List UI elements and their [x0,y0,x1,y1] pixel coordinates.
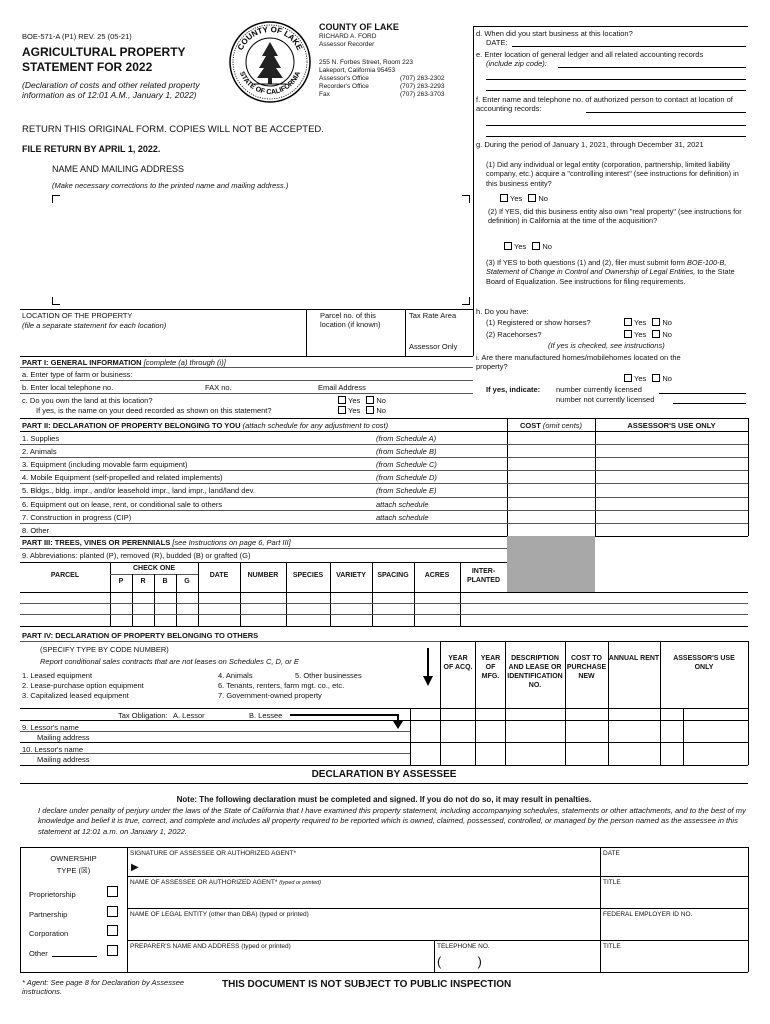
part2-row-source: attach schedule [376,512,429,522]
signature-field[interactable] [145,858,595,874]
declaration-heading: DECLARATION BY ASSESSEE [311,769,457,780]
h2-yes-checkbox[interactable] [624,330,632,338]
name-address-note: (Make necessary corrections to the printed name and mailing address.) [52,181,289,190]
g2-checkboxes: Yes No [500,242,552,251]
g1-checkboxes: Yes No [496,194,548,203]
r-col-header: R [140,578,146,585]
arrow-to-code-box [420,648,440,688]
not-licensed-count-field[interactable] [673,396,746,404]
code-3: 3. Capitalized leased equipment [22,691,129,700]
title-label: TITLE [603,879,621,886]
declaration-text: I declare under penalty of perjury under the laws of the State of California that I have examined this property statement, including accompanying schedules, statements or other attachments, and to the best of my knowledge and belief it is true, correct, and complete and includes all property required to be reported which is owned, claimed, possessed, controlled, or managed by the person named as the assessee in this statement at 12:01 a.m. on January 1, 2022. [38,806,746,836]
location-label: LOCATION OF THE PROPERTY [22,311,133,320]
g2-no-checkbox[interactable] [532,242,540,250]
fax-label: Fax [319,91,330,98]
fein-label: FEDERAL EMPLOYER ID NO. [603,911,693,918]
question-h2: (2) Racehorses? [486,330,542,339]
county-city: Lakeport, California 95453 [319,67,396,74]
p-col-header: P [118,578,124,585]
part1-a-label: a. Enter type of farm or business: [22,370,133,379]
telephone-field[interactable]: ( ) [437,954,482,969]
g2-yes-checkbox[interactable] [504,242,512,250]
c2-yes-checkbox[interactable] [338,406,346,414]
corporation-checkbox[interactable] [107,925,118,936]
annual-rent-header: ANNUAL RENT [608,655,660,662]
h1-checkboxes: Yes No [620,318,672,327]
legal-entity-label: NAME OF LEGAL ENTITY (other than DBA) (typed or printed) [130,911,309,918]
part2-row-source: attach schedule [376,499,429,509]
part1-c2-label: If yes, is the name on your deed recorded as shown on this statement? [36,406,272,415]
part2-cost-field[interactable] [508,458,594,469]
form-id: BOE-571-A (P1) REV. 25 (05-21) [22,32,132,41]
proprietorship-label: Proprietorship [29,890,76,899]
assessor-only-label: Assessor Only [409,342,458,351]
part2-cost-field[interactable] [508,484,594,495]
part1-b-label: b. Enter local telephone no. [22,383,114,392]
code-5: 5. Other businesses [295,671,362,680]
interplanted-col-header: INTER-PLANTED [466,568,501,585]
question-e: e. Enter location of general ledger and all related accounting records [476,50,704,59]
assessor-office-label: Assessor's Office [319,75,369,82]
code-2: 2. Lease-purchase option equipment [22,681,144,690]
cost-purchase-header: COST TO PURCHASE NEW [566,655,607,681]
preparer-label: PREPARER'S NAME AND ADDRESS (typed or printed) [130,943,291,950]
part2-row-source: (from Schedule D) [376,473,437,483]
part1-heading: PART I: GENERAL INFORMATION [complete (a) through (i)] [22,358,226,367]
c2-no-checkbox[interactable] [366,406,374,414]
c1-yes-checkbox[interactable] [338,396,346,404]
g-col-header: G [184,578,190,585]
cost-header: COST (omit cents) [519,421,583,430]
number-col-header: NUMBER [247,572,279,579]
code-7: 7. Government-owned property [218,691,322,700]
agent-footnote: * Agent: See page 8 for Declaration by Assessee instructions. [22,978,185,996]
part2-heading: PART II: DECLARATION OF PROPERTY BELONGING TO YOU (attach schedule for any adjustment to cost) [22,421,389,430]
question-g2: (2) If YES, did this business entity also own "real property" (see instructions for definition) in California at the time of the acquisition? [488,207,742,226]
part3-abbrev: 9. Abbreviations: planted (P), removed (R), budded (B) or grafted (G) [22,551,251,560]
assessor-use-header: ASSESSOR'S USE ONLY [627,421,716,430]
not-licensed-label: number not currently licensed [556,395,655,404]
form-subtitle: (Declaration of costs and other related property information as of 12:01 A.M., January 1, 2022) [22,80,200,101]
part2-row-source: (from Schedule A) [376,434,437,443]
name-agent-label: NAME OF ASSESSEE OR AUTHORIZED AGENT* (typed or printed) [130,879,322,886]
c1-checkboxes: Yes No [334,396,386,405]
i-checkboxes: Yes No [620,374,672,383]
ledger-location-field-2[interactable] [486,72,746,80]
part2-row-label: 6. Equipment out on lease, rent, or conditional sale to others [22,499,223,509]
tax-rate-area-label: Tax Rate Area [409,311,457,320]
part2-row-label: 7. Construction in progress (CIP) [22,512,132,522]
part4-specify: (SPECIFY TYPE BY CODE NUMBER) [40,645,169,654]
name-address-label: NAME AND MAILING ADDRESS [52,164,185,174]
seal-bottom-text: STATE OF CALIFORNIA [237,70,303,97]
part2-row-source: (from Schedule E) [376,486,437,496]
question-g1: (1) Did any individual or legal entity (corporation, partnership, limited liability company, etc.) acquire a "controlling interest" (see instructions for definition) in this business entity? [486,160,739,188]
other-label: Other [29,949,48,958]
part2-row-label: 2. Animals [22,447,57,457]
mailing9-label: Mailing address [37,733,90,742]
part2-row-label: 1. Supplies [22,434,60,443]
year-acq-header: YEAR OF ACQ. [443,655,473,672]
start-date-field[interactable] [512,39,746,47]
part2-cost-field[interactable] [508,445,594,456]
question-d-date-label: DATE: [486,38,508,47]
fax-number: (707) 263-3703 [400,91,445,98]
c2-checkboxes: Yes No [334,406,386,415]
question-h1: (1) Registered or show horses? [486,318,591,327]
ledger-location-field-1[interactable] [558,60,746,68]
seal-top-text: COUNTY OF LAKE [235,24,305,52]
tax-obligation-label: Tax Obligation: [118,711,168,720]
part2-cost-field[interactable] [508,432,594,443]
declaration-note: Note: The following declaration must be completed and signed. If you do not do so, it may result in penalties. [176,795,592,804]
species-col-header: SPECIES [292,572,324,579]
other-checkbox[interactable] [107,945,118,956]
signature-arrow-icon: ▶ [131,862,139,873]
contact-field-2[interactable] [486,118,746,126]
part2-row-label: 5. Bldgs., bldg. impr., and/or leasehold impr., land impr., land/land dev. [22,486,255,496]
ownership-type-label: TYPE (☒) [56,866,91,875]
b-col-header: B [162,578,168,585]
question-f: f. Enter name and telephone no. of authorized person to contact at location of accounting records: [476,95,733,113]
title2-label: TITLE [603,943,621,950]
licensed-label: number currently licensed [556,385,642,394]
county-street: 255 N. Forbes Street, Room 223 [319,59,413,66]
part2-cost-field[interactable] [508,471,594,482]
parcel-col-header: PARCEL [50,572,80,579]
ledger-location-field-3[interactable] [486,83,746,91]
assessor-office-phone: (707) 263-2302 [400,75,445,82]
assessor-title: Assessor Recorder [319,41,375,48]
date-col-header: DATE [209,572,229,579]
date-label: DATE [603,850,620,857]
form-title-line2: STATEMENT FOR 2022 [22,60,153,74]
question-e-note: (include zip code): [486,59,547,68]
acres-col-header: ACRES [424,572,450,579]
part4-heading: PART IV: DECLARATION OF PROPERTY BELONGING TO OTHERS [22,631,259,640]
part3-shaded-area [507,536,595,592]
part2-row-source: (from Schedule C) [376,460,437,470]
ownership-label: OWNERSHIP [50,854,97,863]
part1-c-label: c. Do you own the land at this location? [22,396,153,405]
fax-no-label: FAX no. [205,383,232,392]
i-yes-checkbox[interactable] [624,374,632,382]
part2-row-label: 8. Other [22,525,50,535]
corporation-label: Corporation [29,929,69,938]
i-no-checkbox[interactable] [652,374,660,382]
part4-assessor-use-header: ASSESSOR'S USE ONLY [673,655,735,672]
h2-no-checkbox[interactable] [652,330,660,338]
original-form-notice: RETURN THIS ORIGINAL FORM. COPIES WILL NOT BE ACCEPTED. [22,124,324,135]
check-one-header: CHECK ONE [132,565,175,572]
partnership-label: Partnership [29,910,68,919]
h1-no-checkbox[interactable] [652,318,660,326]
lessor-option: A. Lessor [173,711,205,720]
c1-no-checkbox[interactable] [366,396,374,404]
code-6: 6. Tenants, renters, farm mgt. co., etc. [218,681,345,690]
file-return-deadline: FILE RETURN BY APRIL 1, 2022. [22,144,161,154]
proprietorship-checkbox[interactable] [107,886,118,897]
code-1: 1. Leased equipment [22,671,93,680]
not-subject-notice: THIS DOCUMENT IS NOT SUBJECT TO PUBLIC INSPECTION [222,979,512,990]
question-i-if-yes: If yes, indicate: [486,385,541,394]
recorder-office-label: Recorder's Office [319,83,369,90]
licensed-count-field[interactable] [659,386,746,394]
g1-yes-checkbox[interactable] [500,194,508,202]
county-name: COUNTY OF LAKE [319,22,399,32]
assessor-name: RICHARD A. FORD [319,33,377,40]
contact-field-3[interactable] [486,129,746,137]
question-d: d. When did you start business at this location? [476,29,633,38]
signature-label: SIGNATURE OF ASSESSEE OR AUTHORIZED AGENT* [130,850,297,857]
question-g3: (3) If YES to both questions (1) and (2), filer must submit form BOE-100-B, Statement of Change in Control and Ownership of Legal Entities, to the State Board of Equalization. See instructions for filing requirements. [486,258,735,286]
question-i: i. Are there manufactured homes/mobilehomes located on the property? [476,353,681,371]
year-mfg-header: YEAR OF MFG. [480,655,501,681]
variety-col-header: VARIETY [336,572,366,579]
other-type-field[interactable] [52,949,97,957]
email-label: Email Address [318,383,366,392]
county-seal [228,20,312,104]
recorder-office-phone: (707) 263-2293 [400,83,445,90]
part2-cost-field[interactable] [508,524,594,535]
g1-no-checkbox[interactable] [528,194,536,202]
part3-heading: PART III: TREES, VINES OR PERENNIALS [see Instructions on page 6, Part III] [22,538,291,547]
contact-field-1[interactable] [586,105,746,113]
code-4: 4. Animals [218,671,253,680]
question-h: h. Do you have: [476,307,529,316]
h1-yes-checkbox[interactable] [624,318,632,326]
mailing10-label: Mailing address [37,755,90,764]
lessor9-label: 9. Lessor's name [22,723,79,732]
lessee-option: B. Lessee [249,711,283,720]
partnership-checkbox[interactable] [107,906,118,917]
lessor10-label: 10. Lessor's name [22,745,84,754]
h2-checkboxes: Yes No [620,330,672,339]
form-title-line1: AGRICULTURAL PROPERTY [22,45,186,59]
question-h-note: (If yes is checked, see instructions) [548,341,665,350]
description-header: DESCRIPTION AND LEASE OR IDENTIFICATION NO. [507,655,563,690]
question-g: g. During the period of January 1, 2021, through December 31, 2021 [476,140,704,149]
parcel-label: Parcel no. of this location (if known) [320,311,381,329]
part2-row-source: (from Schedule B) [376,447,437,457]
spacing-col-header: SPACING [377,572,409,579]
part4-report-note: Report conditional sales contracts that are not leases on Schedules C, D, or E [40,657,299,666]
part2-row-label: 4. Mobile Equipment (self-propelled and related implements) [22,473,223,483]
address-window[interactable] [52,195,470,305]
location-note: (file a separate statement for each location) [22,321,167,330]
telephone-label: TELEPHONE NO. [437,943,490,950]
part2-row-label: 3. Equipment (including movable farm equipment) [22,460,188,470]
part2-cost-field[interactable] [508,498,594,509]
part2-cost-field[interactable] [508,511,594,522]
